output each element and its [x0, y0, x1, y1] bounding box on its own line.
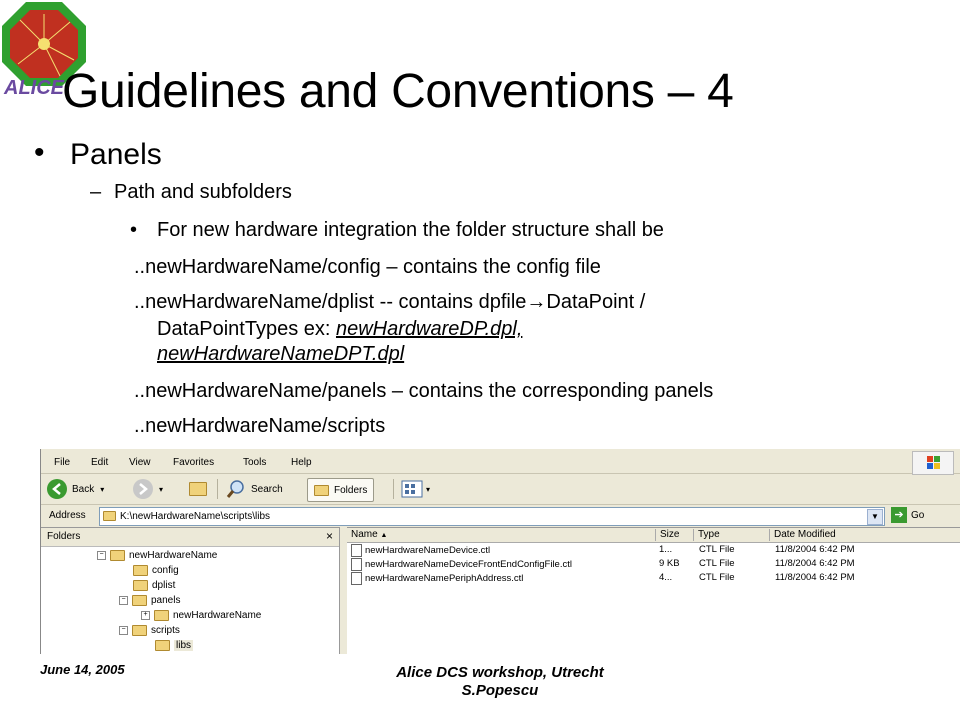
toolbar-separator — [217, 479, 218, 499]
footer-author: S.Popescu — [461, 682, 539, 699]
tree-node-libs[interactable] — [155, 640, 193, 651]
line-dplist-text: ..newHardwareName/dplist -- contains dpfile — [134, 291, 527, 313]
tree-label: panels — [151, 595, 181, 606]
line-scripts: ..newHardwareName/scripts — [134, 415, 386, 437]
file-name: newHardwareNameDeviceFrontEndConfigFile.ctl — [365, 559, 572, 571]
file-name: newHardwareNamePeriphAddress.ctl — [365, 573, 524, 585]
toolbar — [41, 474, 960, 505]
search-button[interactable] — [225, 478, 283, 500]
folder-icon — [132, 595, 147, 606]
toolbar-separator — [393, 479, 394, 499]
folder-icon — [154, 610, 169, 621]
collapse-icon[interactable]: − — [119, 626, 128, 635]
folder-icon — [132, 625, 147, 636]
file-size: 1... — [659, 544, 673, 555]
back-label: Back — [72, 483, 95, 495]
go-arrow-icon: ➔ — [891, 507, 907, 523]
collapse-icon[interactable]: − — [119, 596, 128, 605]
forward-arrow-icon — [133, 479, 153, 499]
file-row[interactable] — [347, 558, 960, 571]
menu-file[interactable]: File — [54, 457, 71, 468]
column-date[interactable]: Date Modified — [774, 529, 836, 540]
file-type: CTL File — [699, 572, 735, 583]
slide-title: Guidelines and Conventions – 4 — [62, 65, 734, 118]
expand-icon[interactable]: + — [141, 611, 150, 620]
file-row[interactable] — [347, 544, 960, 557]
folders-button[interactable] — [307, 478, 374, 502]
line-dplist-text-b: DataPoint / — [546, 291, 646, 313]
sort-asc-icon: ▲ — [380, 532, 388, 539]
address-label: Address — [49, 510, 86, 521]
file-date: 11/8/2004 6:42 PM — [775, 572, 855, 583]
folder-open-icon — [155, 640, 170, 651]
ctl-file-icon — [351, 544, 362, 557]
back-button[interactable] — [47, 478, 104, 500]
tree-node-panels-child[interactable] — [141, 610, 261, 621]
bullet-path-subfolders: Path and subfolders — [114, 181, 292, 203]
close-icon[interactable]: × — [325, 529, 333, 543]
line-config: ..newHardwareName/config – contains the config file — [134, 256, 601, 278]
go-button[interactable] — [891, 507, 924, 523]
collapse-icon[interactable]: − — [97, 551, 106, 560]
file-type: CTL File — [699, 544, 735, 555]
folder-up-icon — [189, 482, 207, 496]
column-size[interactable]: Size — [656, 529, 694, 541]
address-bar — [41, 505, 960, 527]
chevron-down-icon: ▾ — [100, 484, 105, 494]
folders-pane — [41, 527, 340, 654]
menu-bar — [41, 449, 960, 474]
folder-icon — [133, 565, 148, 576]
go-label: Go — [911, 509, 925, 521]
footer-event: Alice DCS workshop, Utrecht — [396, 664, 604, 681]
menu-tools[interactable]: Tools — [243, 457, 267, 468]
tree-label: newHardwareName — [129, 550, 218, 561]
tree-node-config[interactable] — [133, 565, 179, 576]
column-type[interactable]: Type — [694, 529, 770, 541]
folders-pane-title: Folders — [47, 531, 81, 542]
file-row[interactable] — [347, 572, 960, 585]
windows-logo-icon — [912, 451, 954, 475]
tree-label: config — [152, 565, 179, 576]
tree-label: newHardwareName — [173, 610, 262, 621]
folder-icon — [110, 550, 125, 561]
link-newhardwarenamedpt[interactable]: newHardwareNameDPT.dpl — [157, 343, 405, 365]
tree-node-panels[interactable] — [119, 595, 180, 606]
column-name[interactable] — [347, 529, 656, 541]
tree-node-dplist[interactable] — [133, 580, 175, 591]
views-grid-icon — [401, 480, 423, 498]
line-dplist-cont — [157, 318, 522, 341]
footer-date: June 14, 2005 — [40, 662, 125, 677]
bullet-dot-small: • — [130, 219, 138, 241]
tree-node-root[interactable] — [97, 550, 217, 561]
file-size: 9 KB — [659, 558, 680, 569]
bullet-panels: Panels — [70, 138, 162, 171]
file-date: 11/8/2004 6:42 PM — [775, 558, 855, 569]
menu-view[interactable]: View — [129, 457, 151, 468]
search-label: Search — [251, 483, 283, 495]
sub-bullet-dash: – — [90, 181, 102, 203]
views-button[interactable] — [401, 478, 430, 500]
tree-label: scripts — [151, 625, 180, 636]
folder-icon — [103, 511, 116, 521]
files-column-header — [347, 528, 960, 543]
file-name: newHardwareNameDevice.ctl — [365, 545, 491, 557]
address-input[interactable] — [99, 507, 885, 526]
column-name-label: Name — [351, 529, 378, 540]
menu-favorites[interactable]: Favorites — [173, 457, 215, 468]
menu-help[interactable]: Help — [291, 457, 312, 468]
back-arrow-icon — [47, 479, 67, 499]
line-panels: ..newHardwareName/panels – contains the corresponding panels — [134, 380, 714, 402]
bullet-dot: • — [34, 136, 45, 169]
file-type: CTL File — [699, 558, 735, 569]
address-path: K:\newHardwareName\scripts\libs — [120, 511, 271, 522]
chevron-down-icon: ▾ — [159, 484, 164, 494]
ctl-file-icon — [351, 572, 362, 585]
ctl-file-icon — [351, 558, 362, 571]
folder-icon — [133, 580, 148, 591]
folders-pane-header — [41, 528, 339, 547]
up-folder-button[interactable] — [189, 478, 207, 500]
search-icon — [225, 479, 247, 499]
line-dplist-text-c: DataPointTypes ex: — [157, 318, 336, 340]
file-date: 11/8/2004 6:42 PM — [775, 544, 855, 555]
files-pane — [347, 527, 960, 654]
line-dplist — [134, 291, 645, 314]
forward-button[interactable] — [133, 478, 163, 500]
address-dropdown-icon[interactable]: ▼ — [867, 509, 883, 525]
bullet-folder-structure: For new hardware integration the folder structure shall be — [157, 219, 664, 241]
tree-node-scripts[interactable] — [119, 625, 180, 636]
explorer-window — [40, 449, 960, 654]
folder-icon — [314, 485, 329, 496]
folders-label: Folders — [334, 484, 368, 496]
chevron-down-icon: ▾ — [426, 484, 431, 494]
file-size: 4... — [659, 572, 673, 583]
tree-label: libs — [176, 640, 192, 651]
arrow-right-icon: → — [526, 291, 547, 313]
link-newhardwaredp[interactable]: newHardwareDP.dpl, — [335, 318, 523, 340]
tree-label: dplist — [152, 580, 176, 591]
menu-edit[interactable]: Edit — [91, 457, 109, 468]
alice-logo-text: ALICE — [4, 77, 64, 96]
